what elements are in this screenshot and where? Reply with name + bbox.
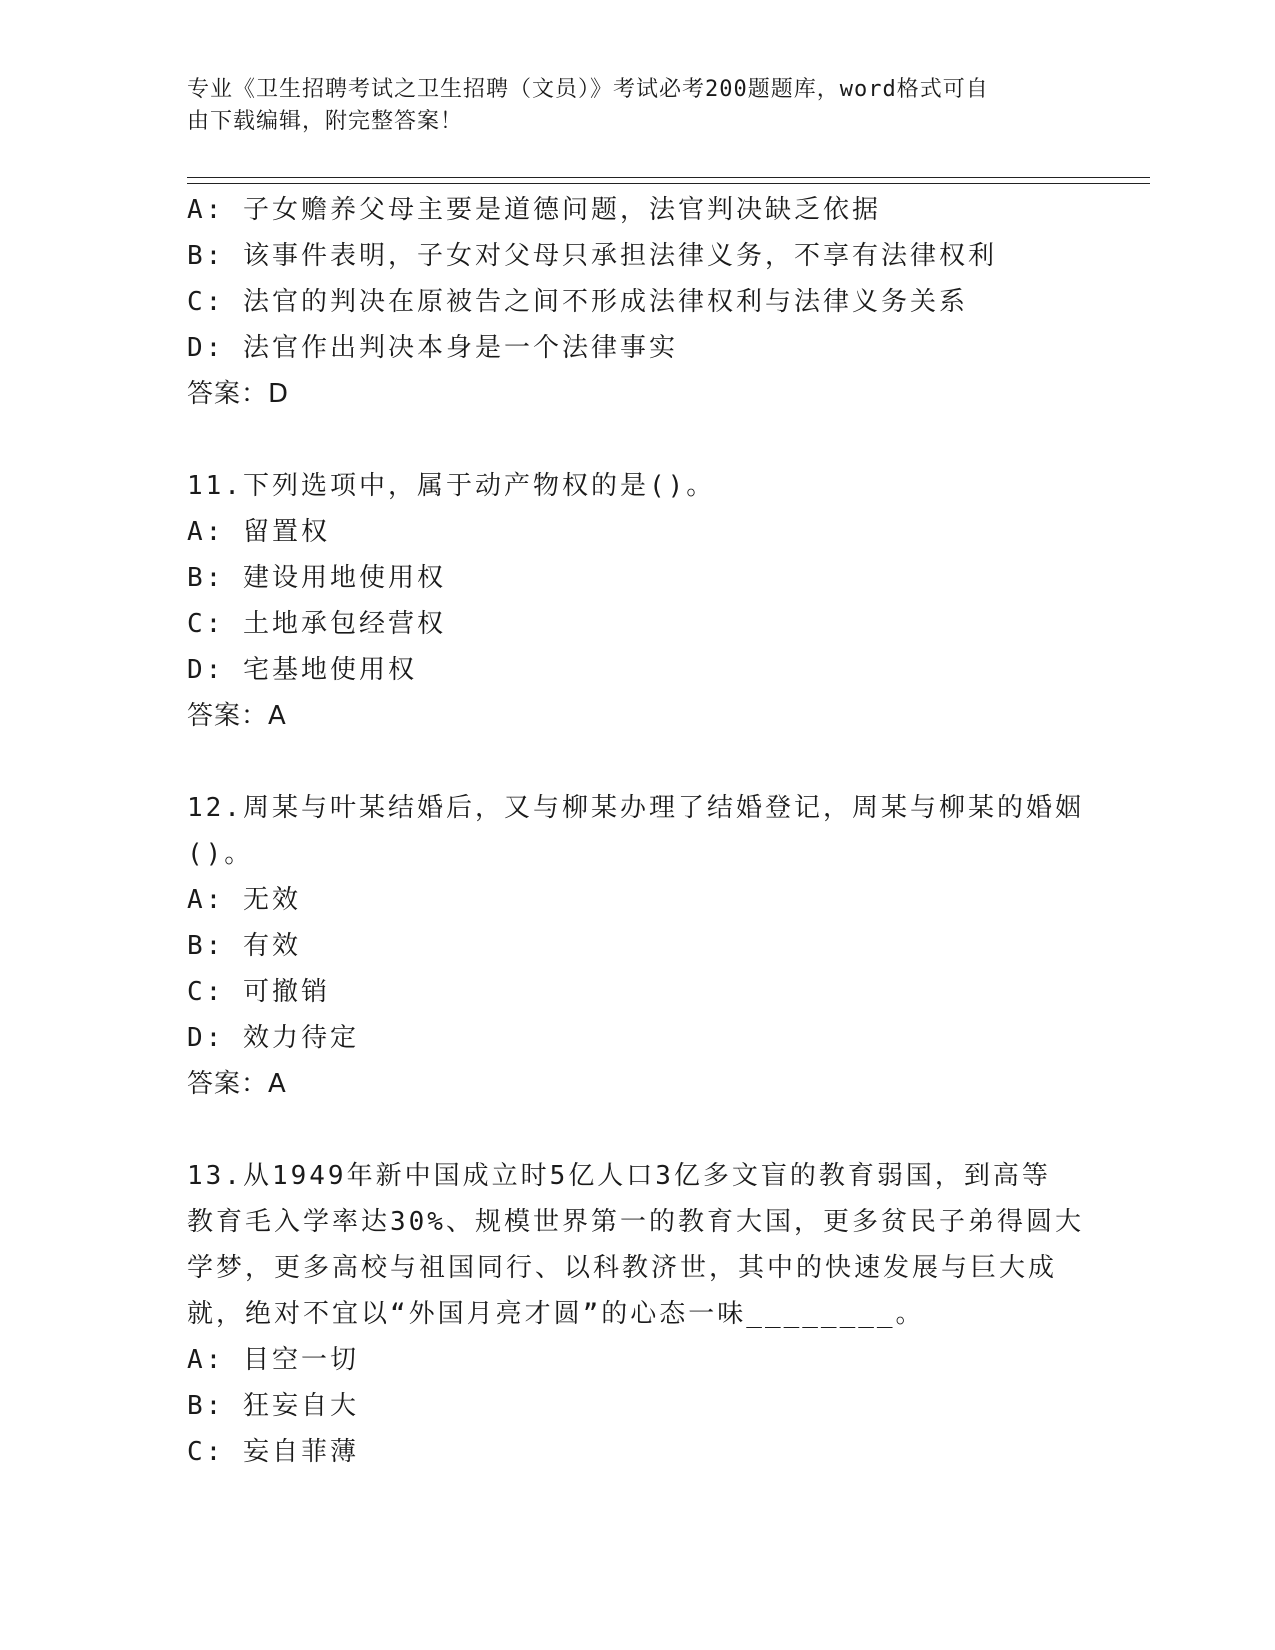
option-c: C: 法官的判决在原被告之间不形成法律权利与法律义务关系 [187,287,968,317]
option-a: A: 目空一切 [187,1345,359,1375]
header-line-1: 专业《卫生招聘考试之卫生招聘（文员）》考试必考200题题库，word格式可自 [187,77,989,102]
option-b: B: 建设用地使用权 [187,563,446,593]
option-d: D: 宅基地使用权 [187,655,417,685]
question-stem [187,1153,1084,1337]
stem-line: ()。 [187,839,254,869]
stem-line: 学梦，更多高校与祖国同行、以科教济世，其中的快速发展与巨大成 [187,1253,1058,1283]
stem-line: 教育毛入学率达30%、规模世界第一的教育大国，更多贫民子弟得圆大 [187,1207,1084,1237]
question-12 [187,785,1087,1107]
option-b: B: 狂妄自大 [187,1391,359,1421]
header-divider-bottom [187,183,1150,184]
stem-line: 就，绝对不宜以“外国月亮才圆”的心态一味________。 [187,1299,925,1329]
question-11 [187,463,1087,739]
option-c: C: 妄自菲薄 [187,1437,359,1467]
stem-line: 11.下列选项中，属于动产物权的是()。 [187,471,716,501]
question-stem [187,463,1077,509]
option-a: A: 无效 [187,885,301,915]
answer: 答案：A [187,1069,287,1099]
option-a: A: 子女赡养父母主要是道德问题，法官判决缺乏依据 [187,195,881,225]
option-d: D: 效力待定 [187,1023,359,1053]
document-header [187,74,1067,138]
header-line-2: 由下载编辑，附完整答案！ [187,109,464,134]
header-divider-top [187,177,1150,178]
question-list [187,187,1087,1475]
option-b: B: 该事件表明，子女对父母只承担法律义务，不享有法律权利 [187,241,997,271]
option-d: D: 法官作出判决本身是一个法律事实 [187,333,678,363]
stem-line: 12.周某与叶某结婚后，又与柳某办理了结婚登记，周某与柳某的婚姻 [187,793,1084,823]
option-c: C: 可撤销 [187,977,330,1007]
question-stem [187,785,1084,877]
spacer [187,739,1087,785]
spacer [187,1107,1087,1153]
option-b: B: 有效 [187,931,301,961]
question-10 [187,187,1087,417]
spacer [187,417,1087,463]
answer: 答案：D [187,379,290,409]
stem-line: 13.从1949年新中国成立时5亿人口3亿多文盲的教育弱国，到高等 [187,1161,1051,1191]
option-c: C: 土地承包经营权 [187,609,446,639]
option-a: A: 留置权 [187,517,330,547]
answer: 答案：A [187,701,287,731]
question-13 [187,1153,1087,1475]
